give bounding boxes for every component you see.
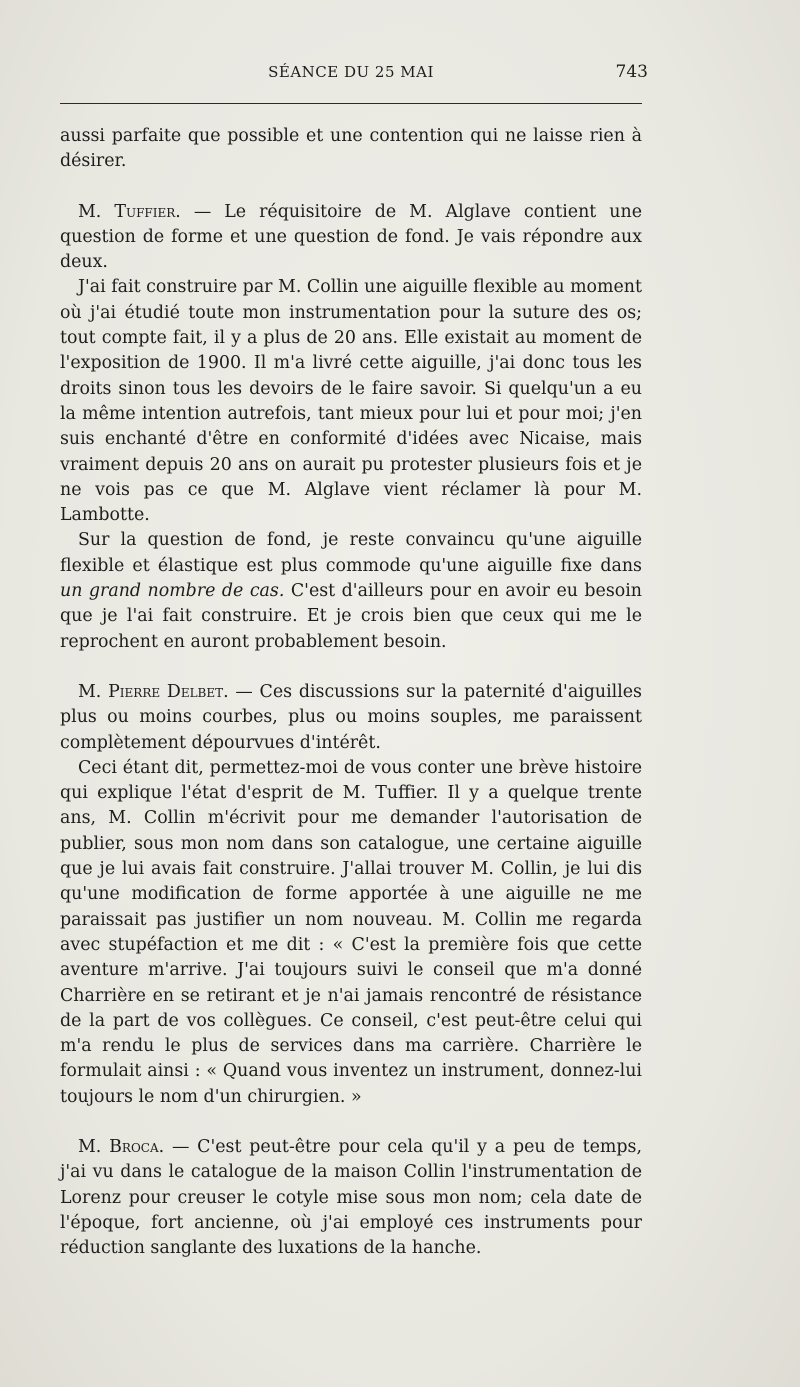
paragraph-delbet-intro xyxy=(60,680,642,756)
italic-phrase: un grand nombre de cas. xyxy=(60,581,285,602)
running-title: SÉANCE DU 25 MAI xyxy=(268,63,434,81)
paragraph-text: C'est d'ailleurs pour en avoir eu besoin que je l'ai fait construire. Et je crois bien que ceux qui me le reprochent en auront probablement besoin. xyxy=(60,581,643,652)
speaker-name: M. Tuffier. xyxy=(78,201,181,222)
paragraph-broca xyxy=(60,1135,642,1261)
paragraph-text: — Ces discussions sur la paternité d'aiguilles plus ou moins courbes, plus ou moins souples, me paraissent complètement dépourvues d'intérêt. xyxy=(60,681,642,753)
page-number: 743 xyxy=(615,62,648,82)
paragraph-text: J'ai fait construire par M. Collin une aiguille flexible au moment où j'ai étudié toute mon instrumentation pour la suture des os; tout compte fait, il y a plus de 20 ans. Elle existait au moment de l'exposition de 1900. Il m'a livré cette aiguille, j'ai donc tous les droits sinon tous les devoirs de le faire savoir. Si quelqu'un a eu la même intention autrefois, tant mieux pour lui et pour moi; j'en suis enchanté d'être en conformité d'idées avec Nicaise, mais vraiment depuis 20 ans on aurait pu protester plusieurs fois et je ne vois pas ce que M. Alglave vient réclamer là pour M. Lambotte. xyxy=(60,277,642,526)
body-text xyxy=(60,124,642,1261)
paragraph-tuffier-intro xyxy=(60,200,642,276)
paragraph-text: — C'est peut-être pour cela qu'il y a peu de temps, j'ai vu dans le catalogue de la maison Collin l'instrumentation de Lorenz pour creuser le cotyle mise sous mon nom; cela date de l'époque, fort ancienne, où j'ai employé ces instruments pour réduction sanglante des luxations de la hanche. xyxy=(60,1136,642,1259)
paragraph-text: Sur la question de fond, je reste convaincu qu'une aiguille flexible et élastique est plus commode qu'une aiguille fixe dans xyxy=(60,530,642,576)
paragraph-delbet-story xyxy=(60,756,642,1110)
page-header xyxy=(60,62,648,87)
speaker-name: M. Pierre Delbet. xyxy=(78,681,229,702)
header-rule xyxy=(60,103,642,104)
paragraph-continuation xyxy=(60,124,642,175)
paragraph-tuffier-collin xyxy=(60,275,642,528)
speaker-name: M. Broca. xyxy=(78,1136,165,1157)
paragraph-text: Ceci étant dit, permettez-moi de vous conter une brève histoire qui explique l'état d'esprit de M. Tuffier. Il y a quelque trente ans, M. Collin m'écrivit pour me demander l'autorisation de publier, sous mon nom dans son catalogue, une certaine aiguille que je lui avais fait construire. J'allai trouver M. Collin, je lui dis qu'une modification de forme apportée à une aiguille ne me paraissait pas justifier un nom nouveau. M. Collin me regarda avec stupéfaction et me dit : « C'est la première fois que cette aventure m'arrive. J'ai toujours suivi le conseil que m'a donné Charrière en se retirant et je n'ai jamais rencontré de résistance de la part de vos collègues. Ce conseil, c'est peut-être celui qui m'a rendu le plus de services dans ma carrière. Charrière le formulait ainsi : « Quand vous inventez un instrument, donnez-lui toujours le nom d'un chirurgien. » xyxy=(60,757,642,1107)
paragraph-tuffier-fond xyxy=(60,528,642,654)
paragraph-text: — Le réquisitoire de M. Alglave contient une question de forme et une question de fond. Je vais répondre aux deux. xyxy=(60,201,642,273)
paragraph-text: aussi parfaite que possible et une contention qui ne laisse rien à désirer. xyxy=(60,126,642,172)
